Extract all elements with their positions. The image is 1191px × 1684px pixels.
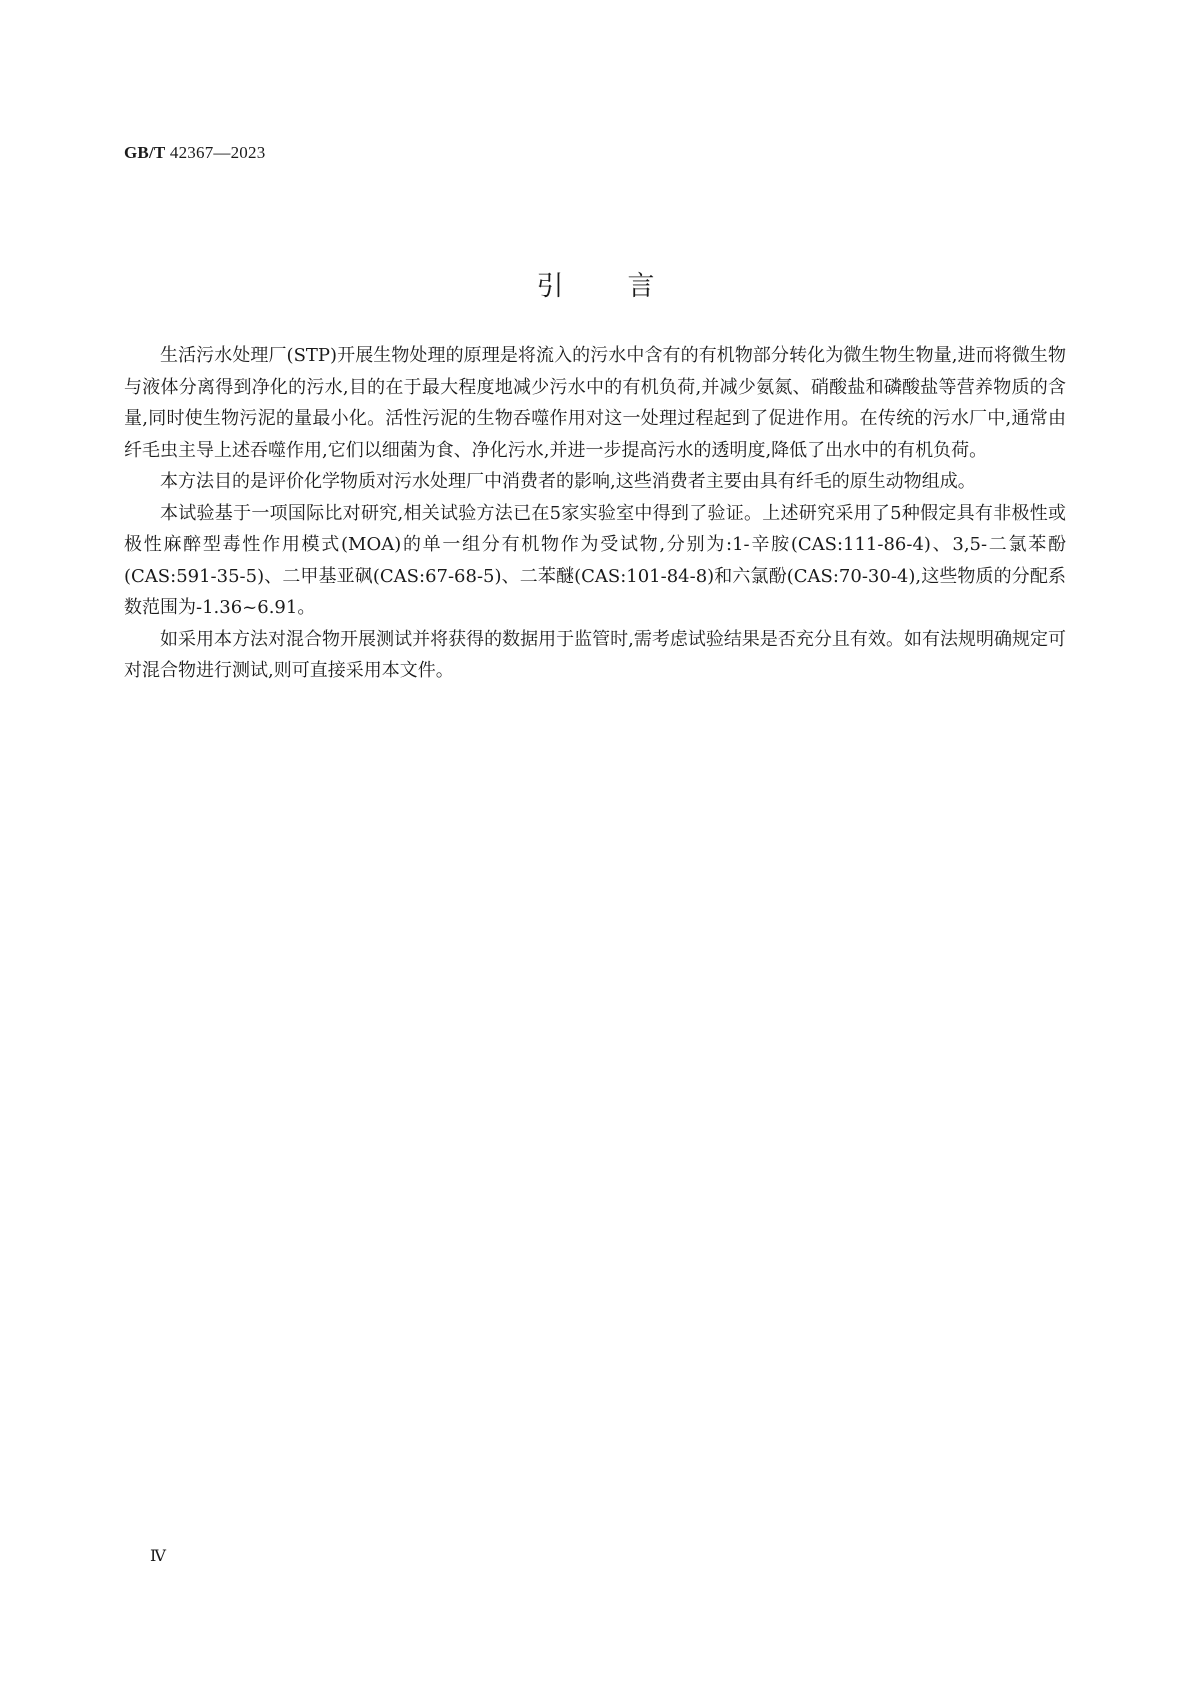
introduction-body <box>124 340 1066 687</box>
standard-number: 42367—2023 <box>169 143 266 162</box>
paragraph: 如采用本方法对混合物开展测试并将获得的数据用于监管时,需考虑试验结果是否充分且有效。如有法规明确规定可对混合物进行测试,则可直接采用本文件。 <box>124 628 1066 681</box>
document-header <box>124 143 265 163</box>
paragraph: 本试验基于一项国际比对研究,相关试验方法已在5家实验室中得到了验证。上述研究采用了5种假定具有非极性或极性麻醉型毒性作用模式(MOA)的单一组分有机物作为受试物,分别为:1-辛胺(CAS:111-86-4)、3,5-二氯苯酚(CAS:591-35-5)、二甲基亚砜(CAS:67-68-5)、二苯醚(CAS:101-84-8)和六氯酚(CAS:70-30-4),这些物质的分配系数范围为-1.36~6.91。 <box>124 502 1066 618</box>
standard-prefix: GB/T <box>124 143 166 162</box>
page-number: Ⅳ <box>150 1548 166 1565</box>
paragraph: 生活污水处理厂(STP)开展生物处理的原理是将流入的污水中含有的有机物部分转化为微生物生物量,进而将微生物与液体分离得到净化的污水,目的在于最大程度地减少污水中的有机负荷,并减少氨氮、硝酸盐和磷酸盐等营养物质的含量,同时使生物污泥的量最小化。活性污泥的生物吞噬作用对这一处理过程起到了促进作用。在传统的污水厂中,通常由纤毛虫主导上述吞噬作用,它们以细菌为食、净化污水,并进一步提高污水的透明度,降低了出水中的有机负荷。 <box>124 345 1066 461</box>
paragraph: 本方法目的是评价化学物质对污水处理厂中消费者的影响,这些消费者主要由具有纤毛的原生动物组成。 <box>160 471 976 492</box>
section-title: 引言 <box>536 271 719 303</box>
